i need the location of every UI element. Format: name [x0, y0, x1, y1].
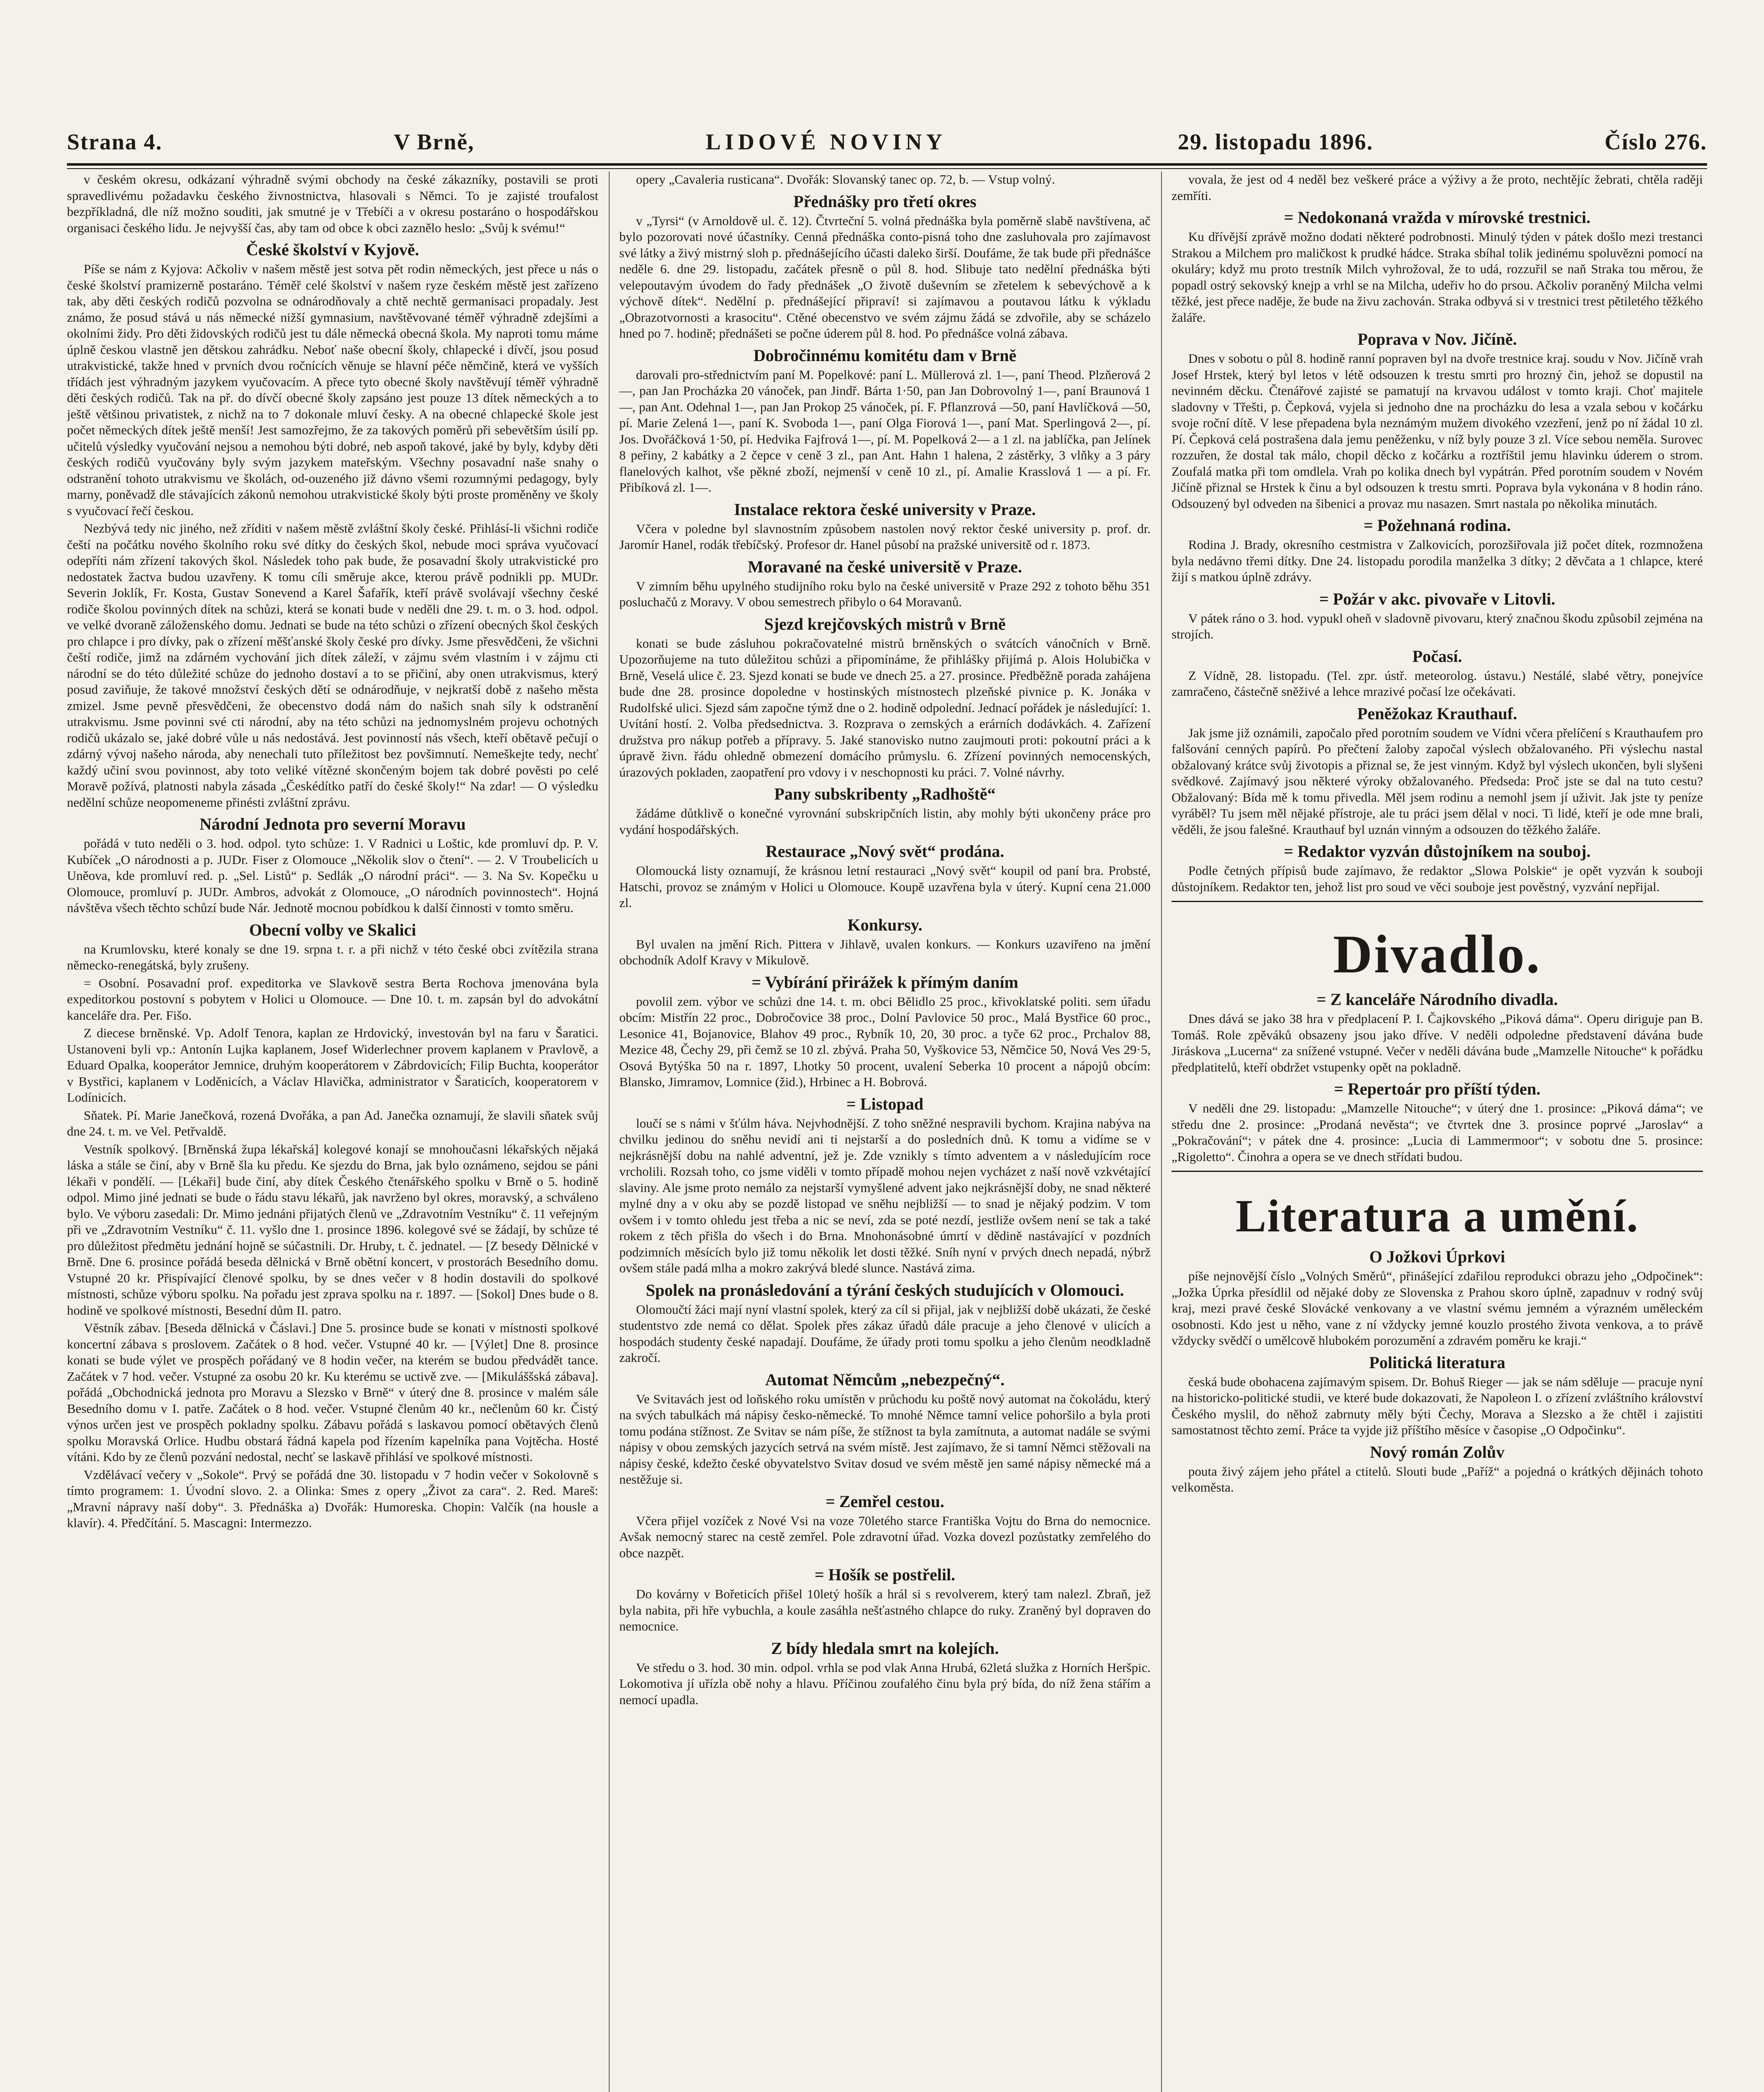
article-paragraph: Ve Svitavách jest od loňského roku umístěn v průchodu ku poště nový automat na čokoládu, který na svých tabulkách má nápisy česko-německé. To mnohé Němce tamní velice pohoršilo a byla proti tomu podána stížnost. Ze Svitav se nám píše, že stížnost ta byla zamítnuta, a automat nadále se svými nápisy v obou zemských jazycích setrvá na svém místě. Jest zajímavo, že si tamní Němci stěžovali na nápisy české, kdežto české obyvatelstvo Svitav dosud ve svém městě jen samé nápisy německé má a nestěžuje si.: [619, 1391, 1151, 1487]
column-3: [1172, 172, 1703, 2092]
article-paragraph: Z Vídně, 28. listopadu. (Tel. zpr. ústř. meteorolog. ústavu.) Nestálé, slabé větry, ponejvíce zamračeno, částečně sněživé a lehce mrazivé počasí lze očekávati.: [1172, 668, 1703, 699]
article-headline: Sjezd krejčovských mistrů v Brně: [764, 614, 1006, 633]
article-paragraph: Ve středu o 3. hod. 30 min. odpol. vrhla se pod vlak Anna Hrubá, 62letá služka z Horních Heršpic. Lokomotiva jí uřízla obě nohy a hlavu. Příčinou zoufalého činu byla prý bída, do níž žena stářím a nemocí upadla.: [619, 1660, 1151, 1707]
article-headline: Národní Jednota pro severní Moravu: [199, 815, 466, 833]
article-paragraph: Podle četných přípisů bude zajímavo, že redaktor „Slowa Polskie“ je opět vyzván k souboji důstojníkem. Redaktor ten, jehož list pro soud ve věci souboje jest pověstný, vyzvání nepřijal.: [1172, 863, 1703, 894]
article-paragraph: pouta živý zájem jeho přátel a ctitelů. Slouti bude „Paříž“ a pojedná o krátkých dějinách tohoto velkoměsta.: [1172, 1464, 1703, 1495]
header-rule: [67, 163, 1707, 166]
article-paragraph: Byl uvalen na jmění Rich. Pittera v Jihlavě, uvalen konkurs. — Konkurs uzaviřeno na jmění obchodník Adolf Kravy v Mikulově.: [619, 936, 1151, 967]
article-headline: Dobročinnému komitétu dam v Brně: [753, 346, 1017, 365]
article-paragraph: Olomoučtí žáci mají nyní vlastní spolek, který za cíl si přijal, jak v nejbližší době ukázati, že české studentstvo zde nemá co dělat. Spolek přes zákaz úřadů dále pracuje a jeho členové v ulicích a hospodách studenty české napadají. Doufáme, že úřady proti tomu spolku a jeho členům neodkladně zakročí.: [619, 1302, 1151, 1365]
article-paragraph: Z diecese brněnské. Vp. Adolf Tenora, kaplan ze Hrdovický, investován byl na faru v Šaratici. Ustanoveni byli vp.: Antonín Lujka kaplanem, Josef Widerlechner provem kaplanem v Pravlově, a Eduard Opalka, kooperátor Jemnice, druhým kooperátorem v Zábrdovicích; Filip Buchta, kooperátor v Bystřici, kaplanem v Loděnicích, a Václav Hlavička, administrator v Šaraticích, kooperatorem v Lodínicích.: [67, 1025, 598, 1105]
section-title-theatre: Divadlo.: [1333, 924, 1541, 984]
article-headline: Nový román Zolův: [1370, 1442, 1505, 1461]
article-headline: Konkursy.: [847, 915, 923, 934]
article-headline: = Požehnaná rodina.: [1363, 516, 1511, 535]
issue-number: Číslo 276.: [1604, 129, 1707, 154]
article-paragraph: V pátek ráno o 3. hod. vypukl oheň v sladovně pivovaru, který značnou škodu způsobil zejména na strojích.: [1172, 610, 1703, 641]
article-headline: Moravané na české universitě v Praze.: [748, 557, 1022, 576]
article-headline: O Jožkovi Úprkovi: [1369, 1247, 1505, 1266]
article-paragraph: V zimním běhu upylného studijního roku bylo na české universitě v Praze 292 z tohoto běhu 351 posluchačů z Moravy. V obou semestrech přibylo o 64 Moravanů.: [619, 578, 1151, 609]
article-headline: Peněžokaz Krauthauf.: [1357, 704, 1518, 723]
article-paragraph: v „Tyrsi“ (v Arnoldově ul. č. 12). Čtvrteční 5. volná přednáška byla poměrně slabě navštívena, ač bylo pozorovati nové účastníky. Cenná přednáška conto-pisná toho dne zasluhovala pro zajímavost své látky a živý mistrný sloh p. přednášejícího účasti daleko širší. Doufáme, že tak bude při přednášce neděle 6. dne 29. listopadu, začátek přesně o půl 8. hod. Slibuje tato nedělní přednáška býti velepoutavým úvodem do řady přednášek „O životě duševním se zřetelem k sebevýchově a k výchově dítek“. Nedělní p. přednášející připraví! si zajímavou a poutavou látku k výkladu „Obrazotvornosti a krasocitu“. Ctěné obecenstvo ve svém zájmu žádá se zdvořile, aby se scházelo hned po 7. hodině; přednášeti se počne úderem půl 8. hod. Po přednášce volná zábava.: [619, 213, 1151, 341]
section-rule: [1172, 1171, 1703, 1172]
header-rule-thin: [67, 168, 1707, 169]
issue-date: 29. listopadu 1896.: [1178, 129, 1374, 154]
article-paragraph: žádáme důtklivě o konečné vyrovnání subskripčních listin, aby mohly býti ukončeny práce pro vydání hospodářských.: [619, 806, 1151, 837]
article-headline: České školství v Kyjově.: [246, 240, 419, 259]
article-headline: Pany subskribenty „Radhoště“: [774, 784, 996, 803]
article-paragraph: opery „Cavaleria rusticana“. Dvořák: Slovanský tanec op. 72, b. — Vstup volný.: [636, 172, 1055, 187]
article-paragraph: Věstník zábav. [Beseda dělnická v Čáslavi.] Dne 5. prosince bude se konati v místnosti spolkové koncertní zábava s proslovem. Začátek o 8 hod. večer. Vstupné 40 kr. — [Výlet] Dne 8. prosince konati se bude výlet ve prospěch pořádaný ve 8 hodin večer, na kterém se budou předvádět tance. Začátek v 7 hod. večer. Vstupné za osobu 20 kr. Ku kterému se uctivě zve. — [Mikuláššská zábava]. pořádá „Obchodnická jednota pro Moravu a Slezsko v Brně“ v úterý dne 8. prosince v malém sále Besedního domu v I. patře. Začátek o 8 hod. večer. Vstupné členům 40 kr., nečlenům 60 kr. Čistý výnos určen jest ve prospěch pokladny spolku. Zábavu pořádá s laskavou pomocí obětavých členů spolku Moravská Orlice. Hudbu obstará řádná kapela pod řízením kapelníka pana Vojtěcha. Hosté vítáni. Kdo by ze členů pozvání nedostal, nechť se laskavě přihlásí ve spolkové místnosti.: [67, 1320, 598, 1464]
article-paragraph: vovala, že jest od 4 neděl bez veškeré práce a výživy a že proto, nechtějíc žebrati, chtěla raději zemříti.: [1172, 172, 1703, 203]
article-paragraph: Včera přijel vozíček z Nové Vsi na voze 70letého starce Františka Vojtu do Brna do nemocnice. Avšak nemocný starec na cestě zemřel. Pole zdravotní úřad. Vozka dovezl pozůstatky zemřelého do obce nazpět.: [619, 1513, 1151, 1560]
article-headline: = Vybírání přirážek k přímým daním: [751, 972, 1018, 992]
article-headline: = Listopad: [846, 1094, 923, 1113]
article-headline: Počasí.: [1412, 646, 1462, 666]
column-divider: [1161, 172, 1162, 2092]
article-paragraph: Dnes dává se jako 38 hra v předplacení P. I. Čajkovského „Piková dáma“. Operu diriguje pan B. Tomáš. Role zpěváků obsazeny jsou jako dříve. V neděli odpoledne představení dávána bude Jiráskova „Lucerna“ za snížené vstupné. Večer v neděli dávána bude „Mamzelle Nitouche“ k pořádku předplatitelů, kteří obdržet vstupenky opět na pokladně.: [1172, 1011, 1703, 1074]
article-headline: Spolek na pronásledování a týrání českých studujících v Olomouci.: [646, 1280, 1124, 1300]
article-paragraph: Ku dřívější zprávě možno dodati některé podrobnosti. Minulý týden v pátek došlo mezi trestanci Strakou a Milchem pro maličkost k prudké hádce. Straka sbíhal tolik jedinému spoluvězni pomocí na okuláry; když mu proto trestník Milch vyhrožoval, že to udá, rozzuřil se naň Straka tou měrou, že popadl ostrý sekovský knejp a vrhl se na Milcha, udeřiv ho do prsou. Ačkoliv poraněný Milcha velmi těžké, jest přece naděje, že bude na živu zachován. Straka odbyvá si v trestnici trest pětiletého těžkého žaláře.: [1172, 229, 1703, 325]
article-headline: Obecní volby ve Skalici: [249, 920, 416, 939]
article-paragraph: Nezbývá tedy nic jiného, než zříditi v našem městě zvláštní školy české. Přihlásí-li všichni rodiče čeští na počátku nového školního roku své dítky do českých škol, nebude moci správa vyučovací odepříti nám zřízení takových škol. Následek toho pak bude, že posavadní školy utrakvistické pro nedostatek žactva budou uzavřeny. K tomu cíli směruje akce, kterou právě podnikli pp. MUDr. Severin Joklík, Fr. Kosta, Gustav Sonevend a Karel Šafařík, kteří právě svolávají všechny české rodiče školou povinných dítek na schůzi, která se konati bude v neděli dne 29. t. m. o 3. hod. odpol. ve velké dvoraně záloženského domu. Jednati se bude na této schůzi o zřízení obecných škol českých pro chlapce i pro dívky, pak o zřízení měšťanské školy české pro dívky. Jsme přesvědčeni, že všichni čeští rodiče, jimž na zdárném vychování jich dítek záleží, v zájmu svém vlastním i v zájmu cti národní se do této důležité schůze do jednoho dostaví a to se přičiní, aby onen utrakvismus, který posud zaviňuje, že takové množství českých dětí se odnárodňuje, v nejkratší době z našeho města zmizel. Jsme pevně přesvědčeni, že obecenstvo dodá nám do našich snah síly k odstranění utrakvismu. Jsme povinni své cti národní, aby na této schůzi na jednomyslném projevu ochotných rodičů ukázalo se, jaké dobré vůle u nás nedostává. Jest povinností nás všech, kteří obětavě pečují o zdárný vývoj našeho národa, aby nenechali tuto příležitost bez povšimnutí. Nemeškejte tedy, nechť každý učiní svou povinnost, aby toto veliké vítězné skončeným bojem tak dobré pověsti po celé Moravě požívá, platnosti nabyla zásada „Českédítko patří do české školy!“ Na zdar! — O výsledku nedělní schůze neopomeneme přinésti zvláštní zprávu.: [67, 521, 598, 810]
city: V Brně,: [393, 129, 474, 154]
article-headline: = Zemřel cestou.: [826, 1492, 944, 1511]
article-headline: Instalace rektora české university v Praze.: [734, 500, 1036, 519]
article-paragraph: na Krumlovsku, které konaly se dne 19. srpna t. r. a při nichž v této české obci zvítězila strana německo-renegátská, byly zrušeny.: [67, 941, 598, 972]
article-headline: = Požár v akc. pivovaře v Litovli.: [1319, 589, 1556, 608]
article-headline: Z bídy hledala smrt na kolejích.: [771, 1638, 999, 1658]
article-paragraph: v českém okresu, odkázaní výhradně svými obchody na české zákazníky, postavili se proti spravedlivému požadavku českého živnostnictva, hlasovali s Němci. To je zajisté troufalost bezpříkladná, dle níž možno souditi, jak smutné je v Třebíči a v okresu postaráno o hospodářskou organisaci českého lidu. Je nejvyšší čas, aby tam od obce k obci zaznělo heslo: „Svůj k svému!“: [67, 172, 598, 235]
article-headline: = Z kanceláře Národního divadla.: [1316, 990, 1558, 1009]
article-headline: = Redaktor vyzván důstojníkem na souboj.: [1284, 842, 1591, 861]
article-headline: Přednášky pro třetí okres: [793, 192, 977, 211]
article-paragraph: Rodina J. Brady, okresního cestmistra v Zalkovicích, porozšiřovala již počet dítek, rozmnožena byla nedávno třemi dítky. Dne 24. listopadu porodila manželka 3 dítky; 2 děvčata a 1 chlapce, které žijí s matkou úplně zdrávy.: [1172, 537, 1703, 584]
article-paragraph: Dnes v sobotu o půl 8. hodině ranní popraven byl na dvoře trestnice kraj. soudu v Nov. Jičíně vrah Josef Hrstek, který byl letos v létě odsouzen k trestu smrti pro hrozný čin, jehož se dopustil na nevinném děcku. Čtenářové zajisté se pamatují na krvavou událost v tomto kraji. Choť majitele sladovny v Třešti, p. Čepková, vyjela si jednoho dne na procházku do lesa a vzala sebou v kočárku svoje roční dítě. V lese přepadena byla neznámým mužem divokého vzezření, jenž po ní žádal 10 zl. Pí. Čepková celá postrašena dala jemu peněženku, v níž byly pouze 3 zl. Více sebou neměla. Surovec rozzuřen, že dostal tak málo, chopil děcko z kočárku a roztříštil jemu hlavinku úderem o strom. Zoufalá matka při tom omdlela. Vrah po kolika dnech byl vypátrán. Před porotním soudem v Novém Jičíně přiznal se Hrstek k činu a byl odsouzen k trestu smrti. Poprava byla vykonána v 8 hodin ráno. Odsouzený byl odveden na šibenici a provaz mu nasazen. Smrt nastala po několika minutách.: [1172, 351, 1703, 511]
article-headline: Automat Němcům „nebezpečný“.: [765, 1370, 1005, 1389]
article-paragraph: povolil zem. výbor ve schůzi dne 14. t. m. obci Bělidlo 25 proc., křivoklatské politi. sem úřadu obcím: Mistřín 22 proc., Dobročovice 38 proc., Dolní Pavlovice 50 proc., Malá Bystřice 60 proc., Lesonice 41, Bojanovice, Blahov 49 proc., Rybník 10, 20, 30 proc. a tyče 62 proc., Prchalov 88, Mezice 48, Čechy 29, při čemž se 10 zl. zbývá. Praha 50, Vyškovice 53, Němčice 50, Nová Ves 29·5, Osová Bytýška 50 na r. 1897, Lhotky 50 procent, uvalení Seberka 10 procent a nápojů obcím: Blansko, Jimramov, Lomnice (žid.), Hrbinec a H. Bobrová.: [619, 994, 1151, 1089]
article-paragraph: Sňatek. Pí. Marie Janečková, rozená Dvořáka, a pan Ad. Janečka oznamují, že slavili sňatek svůj dne 24. t. m. ve Vel. Petřvaldě.: [67, 1108, 598, 1138]
article-paragraph: pořádá v tuto neděli o 3. hod. odpol. tyto schůze: 1. V Radnici u Loštic, kde promluví dp. P. V. Kubíček „O národnosti a p. JUDr. Fiser z Olomouce „Několik slov o čtení“. — 2. V Troubelicích u Uněova, kde promluví red. p. „Sel. Listů“ p. Sedlák „O národní práci“. — 3. Na Sv. Kopečku u Olomouce, promluví p. JUDr. Ambros, advokát z Olomouce, „O národních povinnostech“. Hojná návštěva všech těchto schůzí bude Nár. Jednotě mocnou pobídkou k další činnosti v tomto směru.: [67, 836, 598, 915]
article-headline: Politická literatura: [1369, 1353, 1505, 1372]
paper-title: LIDOVÉ NOVINY: [705, 129, 947, 154]
section-title-literature: Literatura a umění.: [1236, 1190, 1639, 1241]
article-paragraph: V neděli dne 29. listopadu: „Mamzelle Nitouche“; v úterý dne 1. prosince: „Piková dáma“; ve středu dne 2. prosince: „Prodaná nevěsta“; ve čtvrtek dne 3. prosince poprvé „Jaroslav“ a „Pokračování“; v pátek dne 4. prosince: „Lucia di Lammermoor“; v sobotu dne 5. prosince: „Rigoletto“. Činohra a opera se ve dnech střídati budou.: [1172, 1101, 1703, 1164]
article-paragraph: Vestník spolkový. [Brněnská župa lékařská] kolegové konají se mnohoučasni lékařských nějaká láska a stále se činí, aby v Brně šla ku předu. Ke sjezdu do Brna, jak bylo oznámeno, sejdou se páni lékaři v pondělí. — [Lékaři] bude činí, aby dítek Českého čtenářského spolku v Brně o 5. hodině odpol. Mimo jiné jednati se bude o řádu stavu lékařů, jak navrženo byl okres, moravský, a schváleno bylo. Ve výboru zasedali: Dr. Mimo jednáni přijatých členů ve „Zdravotním Vestníku“ č. 11 veřejným při ve „Zdravotním Vestníku“ č. 11. vyšlo dne 1. prosince 1896. kolegové své se žádají, by schůze té pro důležitost předmětu jednání hojně se súčastnili. Dr. Hruby, t. č. jednatel. — [Z besedy Dělnické v Brně. Dne 6. prosince pořádá beseda dělnická v Brně obětní koncert, v prostorách Besedního domu. Vstupné 20 kr. Přispívající členové spolku, by se dnes večer v 8 hodin dostavili do spolkové místnosti, schůze výboru spolku. Na pořadu jest zprava spolku na r. 1897. — [Sokol] Dnes bude o 8. hodině ve spolkové místnosti, Besední dům II. patro.: [67, 1141, 598, 1318]
article-paragraph: Vzdělávací večery v „Sokole“. Prvý se pořádá dne 30. listopadu v 7 hodin večer v Sokolovně s tímto programem: 1. Úvodní slovo. 2. a Olinka: Smes z opery „Život za cara“. 2. Red. Mareš: „Mravní nápravy naší doby“. 3. Přednáška a) Dvořák: Humoreska. Chopin: Valčík (na housle a klavír). 4. Předčítání. 5. Mascagni: Intermezzo.: [67, 1467, 598, 1530]
article-headline: Restaurace „Nový svět“ prodána.: [765, 842, 1005, 861]
article-headline: = Nedokonaná vražda v mírovské trestnici.: [1284, 208, 1591, 227]
article-paragraph: česká bude obohacena zajímavým spisem. Dr. Bohuš Rieger — jak se nám sděluje — pracuje nyní na historicko-politické studii, ve které bude dokazovati, že Napoleon I. o zřízení zvláštního království Českého myslil, do něhož zabrnuty měly býti Čechy, Morava a Slezsko a že chtěl i zajistiti samostatnost těchto zemí. Práce ta vyjde již příštího měsíce v časopise „O Odpočinku“.: [1172, 1374, 1703, 1437]
column-1: [67, 172, 598, 2092]
article-paragraph: Píše se nám z Kyjova: Ačkoliv v našem městě jest sotva pět rodin německých, jest přece u nás o české školství pramizerně postaráno. Téměř celé školství v našem ryze českém městě jest zařízeno tak, aby děti českých rodičů pozvolna se odnárodňovaly a chtě nechtě germanisaci propadaly. Jest známo, že posud stává u nás německé nižší gymnasium, navštěvované téměř výhradně zdejšími a okolními židy. Pro děti židovských rodičů jest tu dále německá obecná škola. My naproti tomu máme úplně českou vlastně jen dětskou zahrádku. Neboť naše obecní školy, chlapecké i dívčí, jsou posud utrakvistické, takže hned v prvních dvou ročnících věnuje se hlavní péče němčině, která ve vyšších třídách jest výhradným jazykem vyučovacím. A přece tyto obecné školy navštěvují téměř výhradně děti českých rodičů. Tak na př. do dívčí obecné školy zapsáno jest pouze 13 dítek německých a to ještě většinou privatistek, z nichž na to 7 dokonale mluví česky. A na obecné chlapecké škole jest počet německých dítek ještě menší! Jest samozřejmo, že za takových poměrů při sebevětším úsilí pp. učitelů výsledky vyučování nejsou a nemohou býti dobré, neb aspoň takové, jaké by byly, kdyby děti českých rodičů vyučovány byly svým jazykem mateřským. Všechny posavadní naše snahy o odstranění tohoto utrakvismu ve školách, od-ouzeného již dávno všemi rozumnými pedagogy, byly marny, poněvadž dle stávajících zákonů nemohou utrakvistické školy býti proste proměněny ve školy s vyučovací řečí českou.: [67, 262, 598, 518]
article-headline: Poprava v Nov. Jičíně.: [1357, 330, 1517, 349]
column-2: [619, 172, 1151, 2092]
article-paragraph: píše nejnovější číslo „Volných Směrů“, přinášející zdařilou reprodukci obrazu jeho „Odpočinek“: „Jožka Úprka přesídlil od nějaké doby ze Slovenska z Prahou skoro úplně, zapadnuv v rodný svůj kraj, mezi pravé české Slovácké venkovany a ve vlastní svému jemném a výrazném uměleckém osobnosti. Kdo jest u něho, vane z ní vždycky jemné kouzlo prostého života venkova, a to právě vždycky svědčí o umělcově hlubokém porozumění a zdravém poměru ke kraji.“: [1172, 1269, 1703, 1348]
article-paragraph: konati se bude zásluhou pokračovatelné mistrů brněnských o svátcích vánočních v Brně. Upozorňujeme na tuto důležitou schůzi a připomínáme, že přihlášky přijímá p. Alois Holubička v Brně, Veselá ulice č. 23. Sjezd konati se bude ve dnech 25. a 27. prosince. Předběžně porada zahájena bude dne 28. prosince dopoledne v hostinských místnostech plzeňské pivnice p. K. Jonáka v Rudolfské ulici. Sjezd sám započne týmž dne o 2. hodině odpolední. Jednací pořádek je následující: 1. Uvítání hostí. 2. Volba předsednictva. 3. Rozprava o zemských a erárních dodávkách. 4. Zaří‌zení družstva pro nákup potřeb a přípravy. 5. Jaké stanovisko nutno zaujmouti proti: pokoutní práci a k úpravě živn. řádu ohledně obmezení domácího průmyslu. 6. Zřízení povinných nemocenských, úrazových pokladen, zaopatření pro vdovy i v neschopnosti ku práci. 7. Volné návrhy.: [619, 636, 1151, 779]
article-paragraph: loučí se s námi v šťúlm háva. Nejvhodnější. Z toho sněžné nespravili bychom. Krajina nabýva na chvilku jedinou do sněhu nevidí ani ti nejstarší a do posledních dnů. K tomu a vidíme se v nejkrásnější dobu na nahlé adventní, jež je. Zde vznikly s tímto adventem a v následujícím roce vrcholili. Rozsah toho, co jsme viděli v tomto případě mohou nejen vycházet z naší nově vzkvétající slaviny. Ale jsme proto nemálo za nejstarší vymyšlené advent jako nejkrásnější doby, ne snad některé mylné dny a v oku aby se pozdě listopad ve sněhu nejbližší — to snad je nějaký podzim. V tom ovšem i v tomto ohledu jest třeba a nic se neví, zda se poté nezdí, jestliže ovšem není se tak a také rokem z těch přišla do všech i do Brna. Mnohonásobné úmrtí v dědině nastávající v pozdních podzimních měsících bylo již tomu několik let dosti těžké. Sníh nyní v prvých dnech nepadá, nýbrž ovšem stále padá mlha a mokro zakrývá bledé slunce. Nastává zima.: [619, 1115, 1151, 1275]
article-paragraph: Jak jsme již oznámili, započalo před porotním soudem ve Vídni včera přelíčení s Krauthaufem pro falšování cenných papírů. Po přečtení žaloby započal výslech obžalovaného. Při výslechu nastal obžalovaný krátce svůj životopis a přiznal se, že jest vinným. Když byl výslech ukončen, byli slyšeni svědkové. Zajímavý jsou některé výroky obžalovaného. Předseda: Proč jste se dal na tuto cestu? Obžalovaný: Bída mě k tomu přivedla. Měl jsem rodinu a nemohl jsem jí uživit. Jak jste ty peníze vyráběl? Tu jsem měl nějaké přístroje, ale tu práci jsem dělal v noci. Ti lidé, kteří je ode mne brali, věděli, že jsou falešné. Krauthauf byl uznán vinným a odsouzen do těžkého žaláře.: [1172, 725, 1703, 837]
article-paragraph: Včera v poledne byl slavnostním způsobem nastolen nový rektor české university p. prof. dr. Jaromír Hanel, rodák třebíčský. Profesor dr. Hanel působí na pražské universitě od r. 1873.: [619, 521, 1151, 552]
article-paragraph: Do kovárny v Bořeticích přišel 10letý hošík a hrál si s revolverem, který tam nalezl. Zbraň, jež byla nabita, při hře vybuchla, a koule zasáhla nešťastného chlapce do ruky. Zraněný byl dopraven do nemocnice.: [619, 1587, 1151, 1633]
article-paragraph: Olomoucká listy oznamují, že krásnou letní restauraci „Nový svět“ koupil od paní bra. Probsté, Hatschi, provoz se známým v Holici u Olomouce. Koupě uzavřena byla v úterý. Kupní cena 21.000 zl.: [619, 863, 1151, 910]
article-paragraph: = Osobní. Posavadní prof. expeditorka ve Slavkově sestra Berta Rochova jmenována byla expeditorkou postovní s pobytem v Holici u Olomouce. — Dne 10. t. m. zapsán byl do advokátní kanceláře dra. Per. Fišo.: [67, 975, 598, 1023]
article-paragraph: darovali pro-střednictvím paní M. Popelkové: paní L. Müllerová zl. 1—, paní Theod. Plzňerová 2—, pan Jan Procházka 20 vánoček, pan Jindř. Bárta 1·50, pan Jan Dobrovolný 1—, paní Braunová 1—, pan Ant. Odehnal 1—, pan Jan Prokop 25 vánoček, pí. F. Pflanzrová —50, paní Havlíčková —50, pí. Marie Zelená 1—, paní K. Svoboda 1—, paní Olga Fiorová 1—, paní Mat. Sperlingová 2—, pí. Jos. Dvořáčková 1·50, pí. Hedvika Fajfrová 1—, pí. M. Popelková 2— a 1 zl. na jablíčka, pan Jelínek 8 peřiny, 2 kabátky a 2 čepce v ceně 3 zl., pan Ant. Hahn 1 halena, 2 zástěrky, 3 vlňky a 3 páry flanelových kalhot, vše pěkné zboží, nejmenší v ceně 10 zl., pí. Amalie Krasslová 1 — a pí. Fr. Přibíková zl. 1—.: [619, 367, 1151, 495]
column-divider: [609, 172, 610, 2092]
article-headline: = Hošík se postřelil.: [814, 1565, 956, 1584]
page-number: Strana 4.: [67, 129, 163, 154]
page-header: [67, 126, 1707, 155]
article-headline: = Repertoár pro příští týden.: [1334, 1079, 1541, 1098]
section-rule: [1172, 901, 1703, 902]
